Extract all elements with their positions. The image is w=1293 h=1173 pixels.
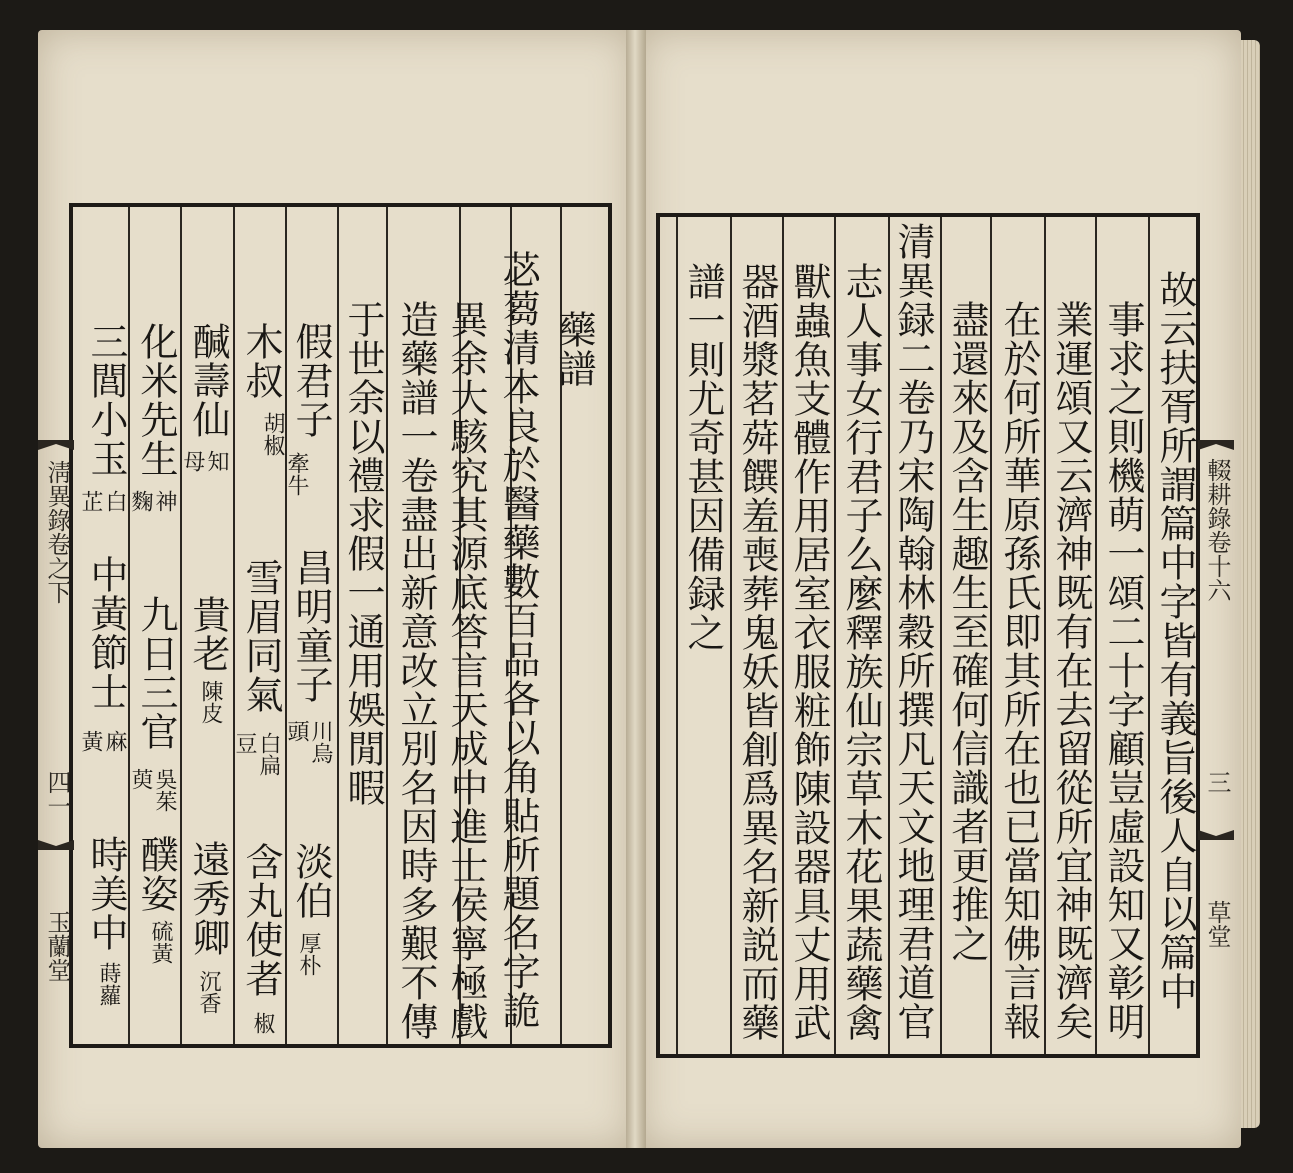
column-rule <box>940 217 942 1054</box>
column-rule <box>834 217 836 1054</box>
column-rule <box>1095 217 1097 1054</box>
book-gutter <box>626 30 646 1148</box>
banxin-title: 輟耕錄卷十六 <box>1203 458 1231 602</box>
entry-name: 遠秀卿 <box>186 840 230 957</box>
entry-note: 麻 黃 <box>78 730 127 752</box>
column-rule <box>233 207 235 1044</box>
text-column: 造藥譜一卷盡出新意改立別名因時多艱不傳 <box>394 300 438 1041</box>
column-rule <box>888 217 890 1054</box>
column-rule <box>128 207 130 1044</box>
column-rule <box>990 217 992 1054</box>
entry-note: 厚朴 <box>296 932 321 976</box>
text-column: 業運頌又云濟神既有在去留從所宜神既濟矣 <box>1049 300 1093 1041</box>
entry-name: 三閭小玉 <box>84 322 128 478</box>
entry-note: 牽牛 <box>284 452 309 496</box>
entry-name: 九日三官 <box>134 595 178 751</box>
entry-note: 沉香 <box>196 970 221 1014</box>
text-column: 在於何所華原孫氏即其所在也已當知佛言報 <box>997 300 1041 1041</box>
column-rule <box>782 217 784 1054</box>
text-column: 譜一則尤奇甚因備録之 <box>681 262 725 652</box>
banxin-title: 淸異錄卷之下 <box>43 460 71 604</box>
entry-name: 貴老 <box>186 595 230 673</box>
entry-name: 木叔 <box>239 322 283 400</box>
text-column: 獸蟲魚支體作用居室衣服粧飾陳設器具丈用武 <box>787 262 831 1042</box>
column-rule <box>730 217 732 1054</box>
entry-name: 醎壽仙 <box>186 322 230 439</box>
banxin-folio: 四一 <box>43 770 71 818</box>
banxin-hall: 玉蘭堂 <box>43 910 71 982</box>
entry-name: 中黃節士 <box>84 555 128 711</box>
entry-note: 胡椒 <box>260 412 285 456</box>
entry-name: 雪眉同氣 <box>239 558 283 714</box>
entry-name: 淡伯 <box>289 842 333 920</box>
text-column: 異余大駭究其源底答言天成中進士侯寧極戲 <box>444 300 488 1041</box>
text-column: 故云扶胥所謂篇中字皆有義旨後人自以篇中 <box>1153 270 1197 1011</box>
text-column: 苾蒭清本良於醫藥數百品各以角貼所題名字詭 <box>496 250 540 1030</box>
section-title: 藥譜 <box>552 310 596 388</box>
entry-note: 硫黃 <box>148 920 173 964</box>
text-column: 于世余以禮求假一通用娛閒暇 <box>341 300 385 807</box>
entry-name: 含丸使者 <box>239 842 283 998</box>
text-column: 志人事女行君子么麼釋族仙宗草木花果蔬藥禽 <box>839 262 883 1042</box>
entry-note: 知 母 <box>180 450 229 472</box>
column-rule <box>180 207 182 1044</box>
column-rule <box>1044 217 1046 1054</box>
column-rule <box>285 207 287 1044</box>
entry-note: 白 芷 <box>78 490 127 512</box>
banxin-hall: 草堂 <box>1203 900 1231 948</box>
entry-name: 醭姿 <box>134 835 178 913</box>
column-rule <box>676 217 678 1054</box>
entry-note: 白扁 豆 <box>232 732 281 776</box>
text-column: 盡還來及含生趣生至確何信識者更推之 <box>945 300 989 963</box>
column-rule <box>1148 217 1150 1054</box>
entry-note: 陳皮 <box>198 680 223 724</box>
text-column: 事求之則機萌一頌二十字顧豈虛設知又彰明 <box>1101 300 1145 1041</box>
text-column: 器酒漿茗荈饌羞喪葬鬼妖皆創爲異名新説而藥 <box>735 262 779 1042</box>
entry-note: 川烏 頭 <box>284 720 333 764</box>
entry-note: 神 麴 <box>128 490 177 512</box>
entry-note: 吳茱 萸 <box>128 768 177 812</box>
entry-note: 椒 <box>250 1012 275 1034</box>
column-rule <box>386 207 388 1044</box>
entry-note: 蒔蘿 <box>96 962 121 1006</box>
column-rule <box>337 207 339 1044</box>
entry-name: 假君子 <box>289 322 333 439</box>
banxin-folio: 三 <box>1203 770 1231 794</box>
entry-name: 時美中 <box>84 835 128 952</box>
text-column: 清異録二卷乃宋陶翰林穀所撰凡天文地理君道官 <box>891 222 935 1041</box>
entry-name: 昌明童子 <box>289 548 333 704</box>
entry-name: 化米先生 <box>134 322 178 478</box>
